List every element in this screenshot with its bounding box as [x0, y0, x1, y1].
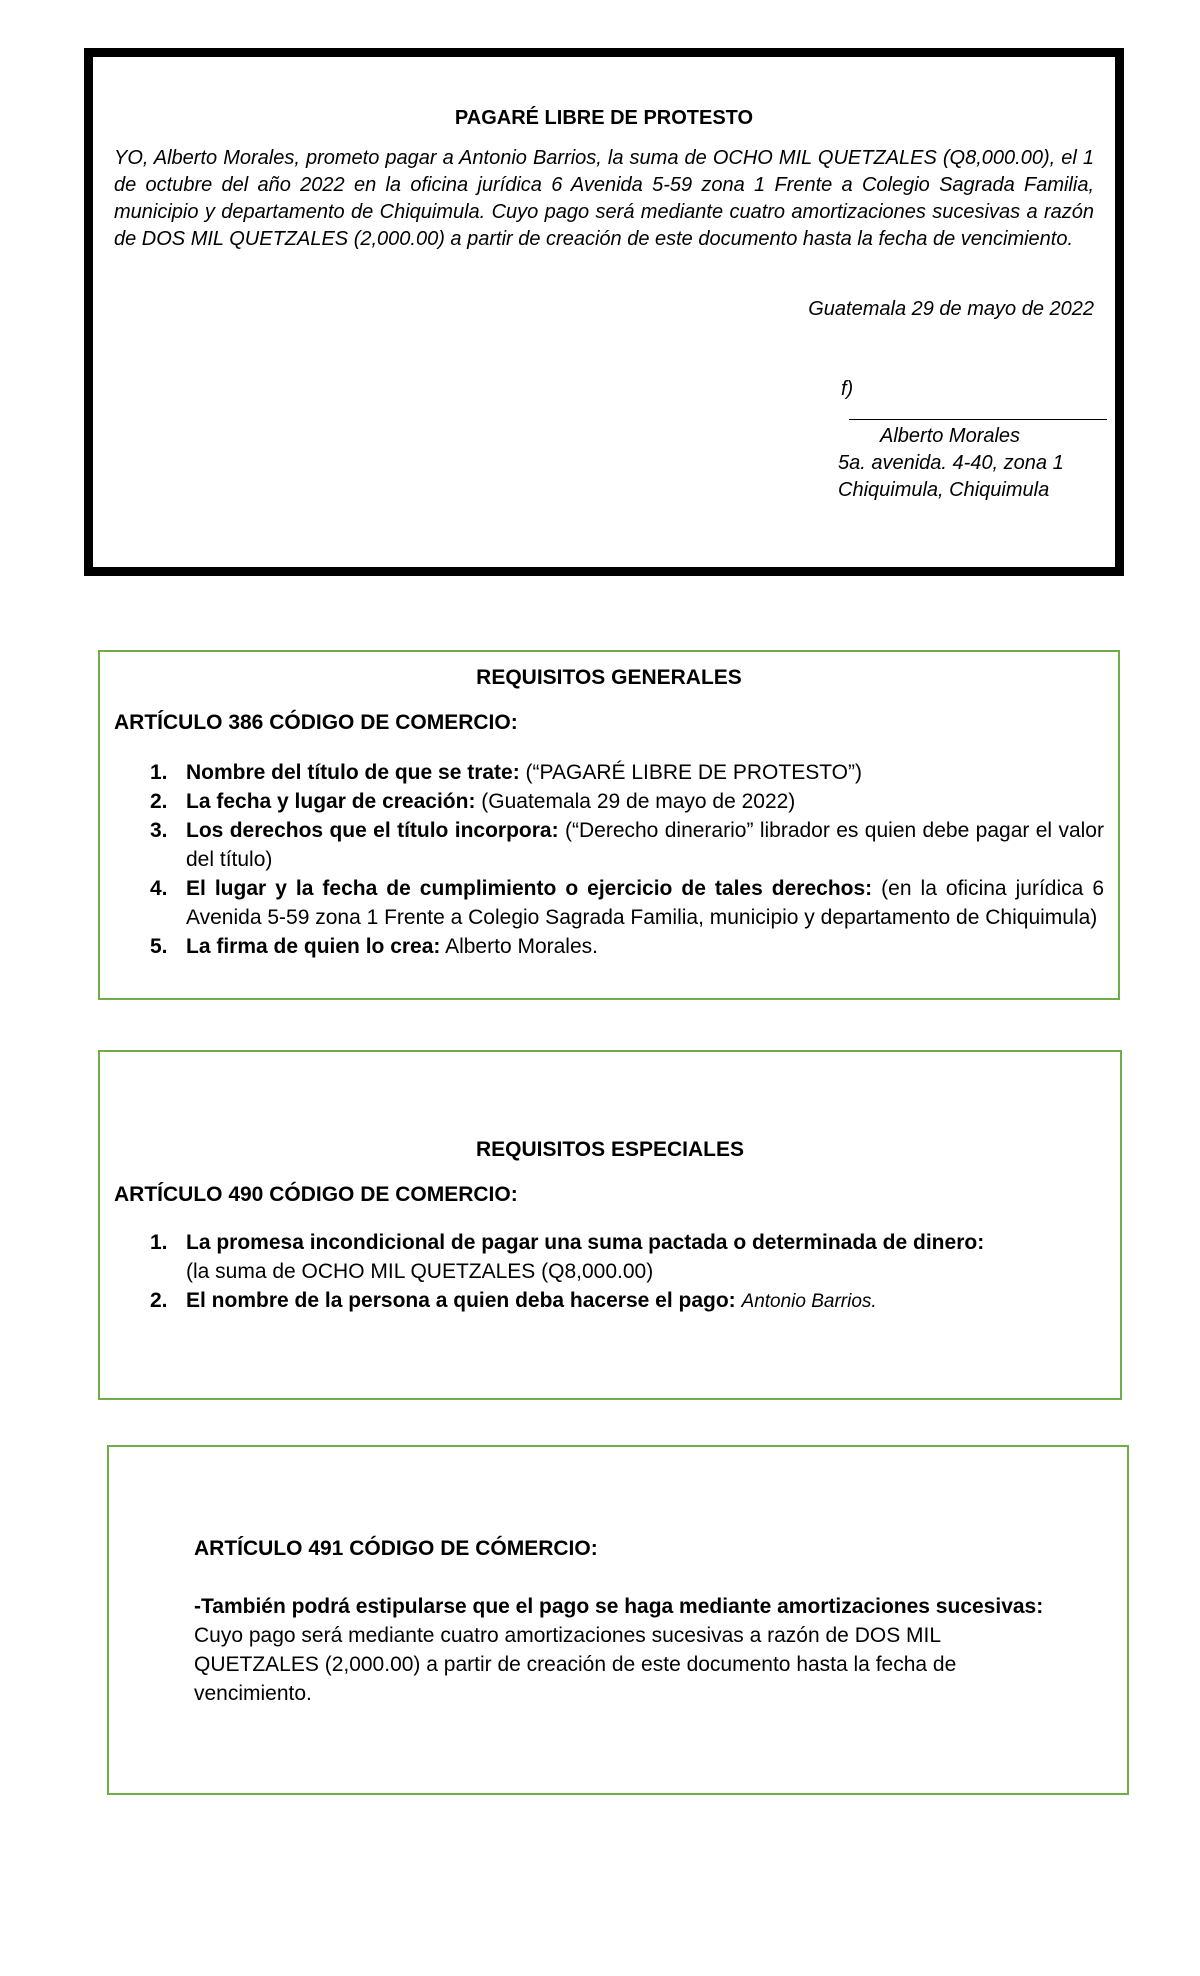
article-491-box: [107, 1445, 1129, 1795]
article-490-title: ARTÍCULO 490 CÓDIGO DE COMERCIO:: [114, 1183, 518, 1206]
list-item: 1. Nombre del título de que se trate: (“PAGARÉ LIBRE DE PROTESTO”): [150, 761, 862, 784]
signer-address-2: Chiquimula, Chiquimula: [838, 479, 1050, 501]
general-requirements-list: [114, 758, 1104, 961]
list-item: 2. El nombre de la persona a quien deba hacerse el pago: Antonio Barrios.: [150, 1289, 877, 1312]
promissory-note-box: [84, 48, 1124, 576]
general-requirements-heading: REQUISITOS GENERALES: [476, 666, 742, 689]
list-item: 1. La promesa incondicional de pagar una suma pactada o determinada de dinero: (la suma de OCHO MIL QUETZALES (Q8,000.00): [150, 1231, 985, 1283]
signer-block: [833, 423, 1123, 504]
article-491-label: -También podrá estipularse que el pago se haga mediante amortizaciones sucesivas:: [194, 1595, 1044, 1618]
signer-name: Alberto Morales: [880, 425, 1021, 447]
note-title: PAGARÉ LIBRE DE PROTESTO: [454, 107, 754, 129]
special-requirements-box: [98, 1050, 1122, 1400]
article-386-title: ARTÍCULO 386 CÓDIGO DE COMERCIO:: [114, 711, 518, 734]
signature-blank: [849, 401, 1107, 420]
signer-address-1: 5a. avenida. 4-40, zona 1: [838, 452, 1064, 474]
special-requirements-heading: REQUISITOS ESPECIALES: [475, 1138, 744, 1161]
article-491-text: [194, 1592, 1067, 1708]
signature-line: [841, 378, 1115, 426]
list-item: 5. La firma de quien lo crea: Alberto Morales.: [150, 935, 598, 958]
note-body: YO, Alberto Morales, prometo pagar a Antonio Barrios, la suma de OCHO MIL QUETZALES (Q8,000.00), el 1 de octubre del año 2022 en la oficina jurídica 6 Avenida 5-59 zona 1 Frente a Colegio Sagrada Familia, municipio y departamento de Chiquimula. Cuyo pago será mediante cuatro amortizaciones sucesivas a razón de DOS MIL QUETZALES (2,000.00) a partir de creación de este documento hasta la fecha de vencimiento.: [114, 147, 1094, 250]
list-item: 2. La fecha y lugar de creación: (Guatemala 29 de mayo de 2022): [150, 790, 796, 813]
article-491-title: ARTÍCULO 491 CÓDIGO DE CÓMERCIO:: [194, 1537, 598, 1560]
note-date: Guatemala 29 de mayo de 2022: [808, 298, 1094, 320]
list-item: 4. El lugar y la fecha de cumplimiento o ejercicio de tales derechos: (en la oficina jurídica 6 Avenida 5-59 zona 1 Frente a Colegio Sagrada Familia, municipio y departamento de Chiquimula): [150, 877, 1105, 929]
list-item: 3. Los derechos que el título incorpora: (“Derecho dinerario” librador es quien debe pagar el valor del título): [150, 819, 1104, 871]
general-requirements-box: [98, 650, 1120, 1000]
article-491-value: Cuyo pago será mediante cuatro amortizaciones sucesivas a razón de DOS MIL QUETZALES (2,000.00) a partir de creación de este documento hasta la fecha de vencimiento.: [194, 1624, 957, 1705]
signature-prefix: f): [841, 378, 854, 400]
special-requirements-list: [114, 1228, 1106, 1316]
